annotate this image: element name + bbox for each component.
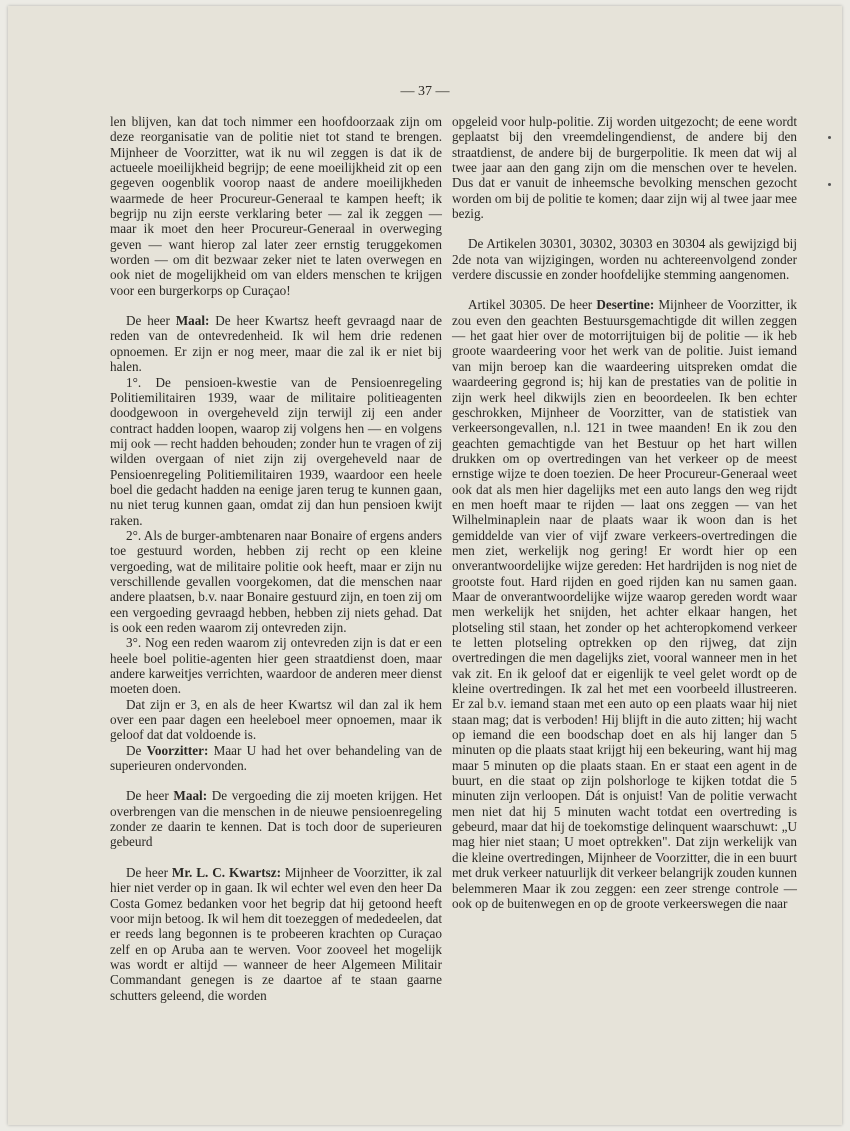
paragraph: 3°. Nog een reden waarom zij ontevreden zijn is dat er een heele boel politie-agenten hier geen straatdienst doen, maar andere karweitjes verrichten, waardoor de anderen meer dienst moeten doen. — [110, 635, 442, 697]
speaker-prefix: De heer — [126, 313, 176, 329]
right-column — [452, 114, 797, 911]
speaker-name: Desertine: — [596, 297, 655, 313]
paragraph — [110, 313, 442, 374]
paragraph — [110, 865, 442, 1003]
article-prefix: Artikel 30305. De heer — [468, 297, 597, 313]
speaker-prefix: De heer — [126, 864, 172, 880]
paragraph: opgeleid voor hulp-politie. Zij worden uitgezocht; de eene wordt geplaatst bij den vreemdelingendienst, de andere bij den straatdienst, de andere bij de burgerpolitie. Ik meen dat wij al twee jaar aan den gang zijn om die menschen over te hevelen. Dus dat er vanuit de inheemsche bevolking menschen gezocht worden om bij de politie te komen; daar zijn wij al twee jaar mee bezig. — [452, 114, 797, 222]
speech-text: De heer Kwartsz heeft gevraagd naar de reden van de ontevredenheid. Ik wil hem drie redenen opnoemen. Er zijn er nog meer, maar die zal ik er niet bij halen. — [110, 313, 442, 375]
speaker-name: Maal: — [173, 788, 208, 804]
margin-speck — [828, 183, 831, 186]
speaker-name: Maal: — [175, 313, 210, 329]
speech-text: Mijnheer de Voorzitter, ik zou even den geachten Bestuursgemachtigde dit willen zeggen — het gaat hier over de motorrijtuigen bij de politie — ik heb groote waardeering voor het werk van de politie. Juist iemand van mijn beroep kan die waardeering uitspreken omdat die waardeering gegrond is; hij kan de prestaties van de politie in zijn werk heel dikwijls zien en beoordeelen. Ik ben echter geschrokken, Mijnheer de Voorzitter, van de statistiek van verkeersongevallen, n.l. 121 in twee maanden! En ik zou den geachten gemachtigde van het Bestuur op het hart willen drukken om op overtredingen van het verkeer op de meest ernstige wijze te doen toezien. De heer Procureur-Generaal weet ook dat als men hier dagelijks met een auto langs den weg rijdt en men hoeft maar te rijden — laat ons zeggen — van het Wilhelminaplein naar de plaats waar ik woon dan is het gemiddelde van vier of vijf zware verkeers-overtredingen die men ziet, werkelijk nog gering! Er wordt hier op een onverantwoordelijke wijze gereden: Het hardrijden is nog niet de grootste fout. Hard rijden en goed rijden kan nu samen gaan. Maar de onverantwoordelijke wijze waarop gereden wordt waar men werkelijk het snijden, het achter elkaar hangen, het plotseling stil staan, het zonder op het achteropkomend verkeer te letten plotseling optrekken op den rijweg, dat zijn overtredingen die men dagelijks ziet, vooral wanneer men in het vak zit. En ik geloof dat er eigenlijk te veel gelet wordt op de kleine overtredingen. Ik zal het met een voorbeeld illustreeren. Er zal b.v. iemand staan met een auto op een plaats waar hij niet staan mag; dat is verboden! Hij blijft in die auto zitten; hij wacht op iemand die een boodschap doet en als hij langer dan 5 minuten op die plaats staat krijgt hij een bekeuring, want hij mag maar 5 minuten op die plaats staan. En er staat een agent in de buurt, en die staat op zijn polshorloge te kijken totdat die 5 minuten zijn verloopen. Dát is onjuist! Van de politie verwacht men niet dat hij 5 minuten wacht totdat een overtreding is gebeurd, maar dat hij de toekomstige delinquent waarschuwt: „U mag hier niet staan; U moet optrekken". Dat zijn werkelijk van die kleine overtredingen, Mijnheer de Voorzitter, die in een buurt met druk verkeer natuurlijk dit verkeer belangrijk zouden kunnen belemmeren Maar ik zou zeggen: een zeer strenge controle — ook op de buitenwegen en op de groote verkeerswegen die naar — [452, 297, 797, 911]
paragraph — [452, 297, 797, 911]
paragraph: 1°. De pensioen-kwestie van de Pensioenregeling Politiemilitairen 1939, waar de militaire politieagenten doodgewoon in overgeheveld zijn terwijl zij een ander contract hadden loopen, waarop zij volgens hen — en volgens mij ook — recht hadden behouden; zonder hun te vragen of zij wilden overgaan of niet zijn zij overgeheveld naar de Pensioenregeling Politiemilitairen 1939, waardoor een heele boel die gedacht hadden na eenige jaren terug te kunnen gaan, nu niet terug kunnen gaan, omdat zij dan hun pensioen kwijt raken. — [110, 374, 442, 528]
page-number: — 37 — — [400, 84, 450, 99]
speaker-prefix: De — [126, 742, 147, 758]
paragraph: 2°. Als de burger-ambtenaren naar Bonaire of ergens anders toe gestuurd worden, hebben zij recht op een kleine vergoeding, wat de militaire politie ook heeft, maar er zijn nu verschillende gevallen voorgekomen, dat die menschen naar andere plaatsen, b.v. naar Bonaire gestuurd zijn, en toen zij om een vergoeding gevraagd hebben, hebben zij niets gehad. Dat is ook een reden waarom zij ontevreden zijn. — [110, 527, 442, 635]
left-column — [110, 114, 442, 1003]
speaker-name: Mr. L. C. Kwartsz: — [171, 864, 281, 880]
paragraph: De Artikelen 30301, 30302, 30303 en 30304 als gewijzigd bij 2de nota van wijzigingen, worden nu achtereenvolgend zonder verdere discussie en zonder hoofdelijke stemming aangenomen. — [452, 236, 797, 283]
speech-text: Maar U had het over behandeling van de superieuren ondervonden. — [110, 742, 442, 774]
speech-text: Mijnheer de Voorzitter, ik zal hier niet verder op in gaan. Ik wil echter wel even den heer Da Costa Gomez bedanken voor het begrip dat hij getoond heeft voor mijn betoog. Ik wil hem dit toezeggen of mededeelen, dat er reeds lang begonnen is te probeeren krachten op Curaçao zelf en op Aruba aan te werven. Voor zooveel het mogelijk was wordt er altijd — wanneer de heer Algemeen Militair Commandant genegen is ze daartoe af te staan gaarne schutters geleend, die worden — [110, 864, 442, 1003]
paragraph — [110, 743, 442, 774]
speaker-name: Voorzitter: — [146, 742, 209, 758]
speech-text: De vergoeding die zij moeten krijgen. Het overbrengen van die menschen in de nieuwe pensioenregeling zonder ze daarin te kennen. Dat is toch door de superieuren gebeurd — [110, 788, 443, 850]
speaker-prefix: De heer — [126, 788, 174, 804]
paragraph: len blijven, kan dat toch nimmer een hoofdoorzaak zijn om deze reorganisatie van de politie niet tot stand te brengen. Mijnheer de Voorzitter, wat ik nu wil zeggen is dat ik de actueele moeilijkheid begrijp; de eene moeilijkheid zit op een gegeven oogenblik voorop naast de andere moeilijkheden waarmede de heer Procureur-Generaal te kampen heeft; ik begrijp nu zijn eerste verklaring beter — zal ik zeggen — maar ik moet den heer Procureur-Generaal in overweging geven — want hierop zal later zeer ernstig teruggekomen worden — om dit bezwaar zeker niet te laten overwegen en ook niet de mogelijkheid om van elders menschen te krijgen voor een burgerkorps op Curaçao! — [110, 114, 442, 298]
margin-speck — [828, 136, 831, 139]
paragraph — [110, 788, 442, 849]
paragraph: Dat zijn er 3, en als de heer Kwartsz wil dan zal ik hem over een paar dagen een heeleboel meer opnoemen, maar ik geloof dat dat voldoende is. — [110, 696, 442, 743]
